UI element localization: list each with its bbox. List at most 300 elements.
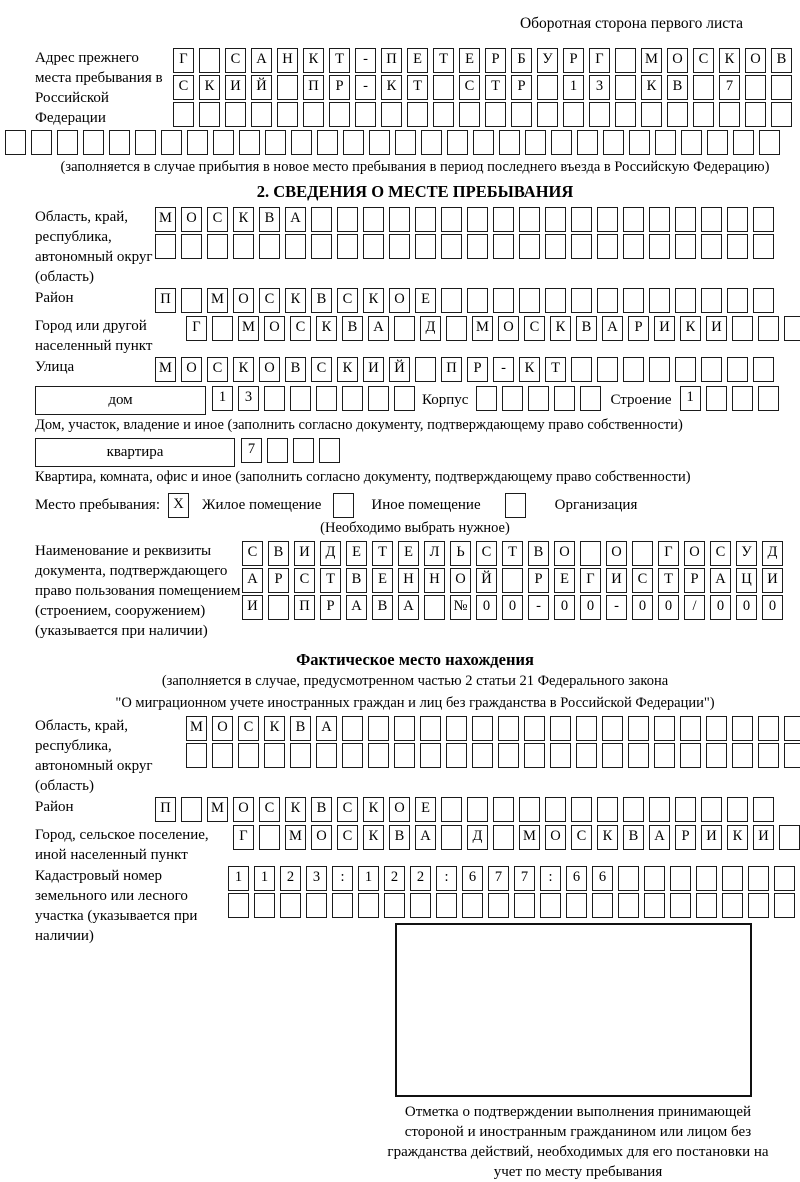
char-cell[interactable] (654, 716, 675, 741)
char-cell[interactable] (706, 716, 727, 741)
char-cell[interactable] (576, 743, 597, 768)
char-cell[interactable]: О (181, 357, 202, 382)
confirmation-mark-box[interactable] (395, 923, 752, 1097)
char-cell[interactable]: Д (467, 825, 488, 850)
char-cell[interactable] (563, 102, 584, 127)
char-cell[interactable]: К (719, 48, 740, 73)
char-cell[interactable]: К (363, 825, 384, 850)
char-cell[interactable] (758, 386, 779, 411)
char-cell[interactable]: Р (628, 316, 649, 341)
char-cell[interactable] (433, 75, 454, 100)
char-cell[interactable] (181, 797, 202, 822)
char-cell[interactable] (424, 595, 445, 620)
char-cell[interactable] (732, 316, 753, 341)
char-cell[interactable] (342, 743, 363, 768)
char-cell[interactable]: - (493, 357, 514, 382)
char-cell[interactable] (779, 825, 800, 850)
char-cell[interactable] (358, 893, 379, 918)
char-cell[interactable] (265, 130, 286, 155)
char-cell[interactable]: 1 (254, 866, 275, 891)
char-cell[interactable]: 7 (514, 866, 535, 891)
char-cell[interactable]: О (181, 207, 202, 232)
char-cell[interactable]: К (199, 75, 220, 100)
char-cell[interactable] (670, 893, 691, 918)
char-cell[interactable]: 1 (212, 386, 233, 411)
char-cell[interactable] (277, 102, 298, 127)
char-cell[interactable] (293, 438, 314, 463)
char-cell[interactable]: Р (675, 825, 696, 850)
char-cell[interactable] (290, 386, 311, 411)
char-cell[interactable]: В (268, 541, 289, 566)
char-cell[interactable] (467, 288, 488, 313)
char-cell[interactable] (394, 743, 415, 768)
char-cell[interactable] (670, 866, 691, 891)
char-cell[interactable] (493, 234, 514, 259)
char-cell[interactable]: А (415, 825, 436, 850)
char-cell[interactable] (420, 716, 441, 741)
char-cell[interactable] (187, 130, 208, 155)
char-cell[interactable] (727, 357, 748, 382)
char-cell[interactable]: К (519, 357, 540, 382)
char-cell[interactable] (316, 386, 337, 411)
char-cell[interactable] (649, 234, 670, 259)
char-cell[interactable] (319, 438, 340, 463)
char-cell[interactable] (472, 743, 493, 768)
char-cell[interactable]: В (346, 568, 367, 593)
char-cell[interactable]: 0 (502, 595, 523, 620)
char-cell[interactable] (748, 866, 769, 891)
char-cell[interactable] (493, 207, 514, 232)
char-cell[interactable] (394, 316, 415, 341)
char-cell[interactable]: Т (658, 568, 679, 593)
char-cell[interactable]: 0 (658, 595, 679, 620)
char-cell[interactable]: Р (268, 568, 289, 593)
char-cell[interactable]: С (259, 797, 280, 822)
char-cell[interactable] (701, 797, 722, 822)
char-cell[interactable]: М (186, 716, 207, 741)
char-cell[interactable] (774, 866, 795, 891)
char-cell[interactable] (719, 102, 740, 127)
char-cell[interactable]: Й (251, 75, 272, 100)
char-cell[interactable] (580, 386, 601, 411)
char-cell[interactable]: В (372, 595, 393, 620)
char-cell[interactable] (623, 288, 644, 313)
char-cell[interactable] (758, 716, 779, 741)
char-cell[interactable]: И (242, 595, 263, 620)
char-cell[interactable]: О (233, 797, 254, 822)
char-cell[interactable] (576, 716, 597, 741)
char-cell[interactable] (623, 797, 644, 822)
char-cell[interactable] (394, 716, 415, 741)
char-cell[interactable]: М (238, 316, 259, 341)
char-cell[interactable] (592, 893, 613, 918)
char-cell[interactable] (415, 357, 436, 382)
char-cell[interactable] (369, 130, 390, 155)
char-cell[interactable]: С (238, 716, 259, 741)
char-cell[interactable] (343, 130, 364, 155)
char-cell[interactable] (502, 386, 523, 411)
char-cell[interactable] (342, 716, 363, 741)
char-cell[interactable]: X (168, 493, 189, 518)
char-cell[interactable] (155, 234, 176, 259)
char-cell[interactable] (311, 234, 332, 259)
char-cell[interactable]: О (264, 316, 285, 341)
char-cell[interactable]: С (337, 288, 358, 313)
char-cell[interactable] (758, 316, 779, 341)
char-cell[interactable]: И (294, 541, 315, 566)
char-cell[interactable]: 7 (719, 75, 740, 100)
char-cell[interactable] (537, 102, 558, 127)
char-cell[interactable]: Е (346, 541, 367, 566)
char-cell[interactable] (421, 130, 442, 155)
char-cell[interactable]: К (641, 75, 662, 100)
char-cell[interactable] (161, 130, 182, 155)
char-cell[interactable]: И (654, 316, 675, 341)
char-cell[interactable] (701, 288, 722, 313)
char-cell[interactable]: И (706, 316, 727, 341)
char-cell[interactable]: : (436, 866, 457, 891)
char-cell[interactable]: У (736, 541, 757, 566)
char-cell[interactable] (441, 207, 462, 232)
char-cell[interactable]: А (602, 316, 623, 341)
char-cell[interactable] (441, 234, 462, 259)
char-cell[interactable]: К (316, 316, 337, 341)
char-cell[interactable] (571, 797, 592, 822)
char-cell[interactable]: В (576, 316, 597, 341)
char-cell[interactable]: О (545, 825, 566, 850)
char-cell[interactable]: 1 (228, 866, 249, 891)
char-cell[interactable]: С (225, 48, 246, 73)
char-cell[interactable]: М (207, 797, 228, 822)
char-cell[interactable] (696, 866, 717, 891)
char-cell[interactable] (290, 743, 311, 768)
char-cell[interactable]: С (693, 48, 714, 73)
char-cell[interactable] (441, 288, 462, 313)
char-cell[interactable]: И (225, 75, 246, 100)
char-cell[interactable] (259, 825, 280, 850)
char-cell[interactable]: Т (320, 568, 341, 593)
char-cell[interactable] (337, 207, 358, 232)
char-cell[interactable]: В (623, 825, 644, 850)
char-cell[interactable] (83, 130, 104, 155)
char-cell[interactable]: С (632, 568, 653, 593)
char-cell[interactable] (493, 797, 514, 822)
char-cell[interactable] (488, 893, 509, 918)
char-cell[interactable] (384, 893, 405, 918)
char-cell[interactable] (410, 893, 431, 918)
char-cell[interactable] (655, 130, 676, 155)
char-cell[interactable]: 6 (592, 866, 613, 891)
char-cell[interactable]: П (155, 288, 176, 313)
char-cell[interactable] (436, 893, 457, 918)
char-cell[interactable] (519, 207, 540, 232)
char-cell[interactable] (722, 893, 743, 918)
char-cell[interactable]: 0 (736, 595, 757, 620)
char-cell[interactable]: Т (372, 541, 393, 566)
char-cell[interactable] (623, 207, 644, 232)
char-cell[interactable] (675, 357, 696, 382)
char-cell[interactable]: Й (389, 357, 410, 382)
char-cell[interactable]: К (363, 797, 384, 822)
char-cell[interactable] (333, 493, 354, 518)
char-cell[interactable] (675, 797, 696, 822)
char-cell[interactable] (441, 797, 462, 822)
char-cell[interactable] (363, 207, 384, 232)
char-cell[interactable]: В (771, 48, 792, 73)
char-cell[interactable]: - (355, 75, 376, 100)
char-cell[interactable] (667, 102, 688, 127)
char-cell[interactable]: 1 (563, 75, 584, 100)
char-cell[interactable] (213, 130, 234, 155)
char-cell[interactable]: С (311, 357, 332, 382)
char-cell[interactable]: В (311, 797, 332, 822)
char-cell[interactable] (727, 797, 748, 822)
char-cell[interactable]: С (476, 541, 497, 566)
char-cell[interactable] (602, 743, 623, 768)
char-cell[interactable] (680, 716, 701, 741)
char-cell[interactable]: Г (233, 825, 254, 850)
char-cell[interactable] (571, 207, 592, 232)
char-cell[interactable] (571, 288, 592, 313)
residential-checkbox[interactable] (168, 493, 194, 518)
char-cell[interactable]: Р (528, 568, 549, 593)
char-cell[interactable] (368, 716, 389, 741)
char-cell[interactable]: - (528, 595, 549, 620)
char-cell[interactable]: Р (467, 357, 488, 382)
char-cell[interactable]: П (381, 48, 402, 73)
char-cell[interactable]: Н (424, 568, 445, 593)
char-cell[interactable]: Р (320, 595, 341, 620)
char-cell[interactable] (545, 207, 566, 232)
char-cell[interactable]: М (207, 288, 228, 313)
char-cell[interactable]: Г (658, 541, 679, 566)
char-cell[interactable] (57, 130, 78, 155)
char-cell[interactable] (771, 75, 792, 100)
char-cell[interactable]: О (684, 541, 705, 566)
char-cell[interactable]: К (680, 316, 701, 341)
char-cell[interactable]: 7 (241, 438, 262, 463)
char-cell[interactable]: 2 (280, 866, 301, 891)
char-cell[interactable] (580, 541, 601, 566)
char-cell[interactable]: 2 (410, 866, 431, 891)
char-cell[interactable]: У (537, 48, 558, 73)
char-cell[interactable] (524, 716, 545, 741)
char-cell[interactable] (389, 207, 410, 232)
char-cell[interactable] (459, 102, 480, 127)
char-cell[interactable] (446, 716, 467, 741)
char-cell[interactable]: К (264, 716, 285, 741)
char-cell[interactable] (784, 716, 800, 741)
char-cell[interactable]: К (285, 797, 306, 822)
char-cell[interactable] (649, 797, 670, 822)
char-cell[interactable] (774, 893, 795, 918)
char-cell[interactable] (681, 130, 702, 155)
char-cell[interactable] (706, 386, 727, 411)
char-cell[interactable] (519, 234, 540, 259)
char-cell[interactable] (332, 893, 353, 918)
char-cell[interactable] (493, 288, 514, 313)
char-cell[interactable] (680, 743, 701, 768)
char-cell[interactable] (701, 357, 722, 382)
char-cell[interactable]: С (294, 568, 315, 593)
char-cell[interactable] (571, 234, 592, 259)
char-cell[interactable] (519, 797, 540, 822)
char-cell[interactable] (727, 234, 748, 259)
char-cell[interactable]: М (472, 316, 493, 341)
char-cell[interactable] (628, 716, 649, 741)
char-cell[interactable] (644, 893, 665, 918)
char-cell[interactable]: Г (173, 48, 194, 73)
char-cell[interactable] (649, 288, 670, 313)
other-premises-checkbox[interactable] (333, 493, 359, 518)
char-cell[interactable]: В (290, 716, 311, 741)
char-cell[interactable] (748, 893, 769, 918)
char-cell[interactable]: О (450, 568, 471, 593)
char-cell[interactable] (285, 234, 306, 259)
char-cell[interactable] (264, 743, 285, 768)
char-cell[interactable] (407, 102, 428, 127)
char-cell[interactable]: И (753, 825, 774, 850)
char-cell[interactable] (528, 386, 549, 411)
char-cell[interactable]: Е (415, 797, 436, 822)
char-cell[interactable]: О (498, 316, 519, 341)
char-cell[interactable]: М (155, 207, 176, 232)
char-cell[interactable]: С (337, 797, 358, 822)
char-cell[interactable]: И (606, 568, 627, 593)
char-cell[interactable] (701, 207, 722, 232)
char-cell[interactable]: В (259, 207, 280, 232)
char-cell[interactable]: К (337, 357, 358, 382)
char-cell[interactable] (722, 866, 743, 891)
char-cell[interactable] (186, 743, 207, 768)
char-cell[interactable]: О (606, 541, 627, 566)
char-cell[interactable] (675, 207, 696, 232)
char-cell[interactable] (135, 130, 156, 155)
char-cell[interactable]: А (316, 716, 337, 741)
char-cell[interactable] (701, 234, 722, 259)
char-cell[interactable]: 0 (632, 595, 653, 620)
char-cell[interactable]: С (524, 316, 545, 341)
char-cell[interactable] (545, 234, 566, 259)
char-cell[interactable] (233, 234, 254, 259)
char-cell[interactable]: Д (420, 316, 441, 341)
char-cell[interactable]: О (259, 357, 280, 382)
char-cell[interactable]: М (641, 48, 662, 73)
char-cell[interactable]: М (519, 825, 540, 850)
char-cell[interactable]: П (441, 357, 462, 382)
char-cell[interactable] (623, 234, 644, 259)
char-cell[interactable] (597, 234, 618, 259)
char-cell[interactable]: 0 (554, 595, 575, 620)
char-cell[interactable]: 0 (476, 595, 497, 620)
char-cell[interactable]: 3 (589, 75, 610, 100)
char-cell[interactable] (597, 207, 618, 232)
char-cell[interactable]: К (597, 825, 618, 850)
char-cell[interactable]: В (285, 357, 306, 382)
char-cell[interactable] (649, 357, 670, 382)
char-cell[interactable] (644, 866, 665, 891)
char-cell[interactable] (618, 893, 639, 918)
char-cell[interactable]: 6 (566, 866, 587, 891)
char-cell[interactable] (389, 234, 410, 259)
char-cell[interactable] (745, 75, 766, 100)
char-cell[interactable] (525, 130, 546, 155)
char-cell[interactable] (784, 316, 800, 341)
char-cell[interactable]: Г (186, 316, 207, 341)
char-cell[interactable]: Г (589, 48, 610, 73)
char-cell[interactable]: Р (563, 48, 584, 73)
char-cell[interactable] (597, 357, 618, 382)
char-cell[interactable] (239, 130, 260, 155)
char-cell[interactable]: А (346, 595, 367, 620)
char-cell[interactable] (447, 130, 468, 155)
char-cell[interactable] (514, 893, 535, 918)
char-cell[interactable]: 3 (238, 386, 259, 411)
char-cell[interactable]: О (389, 797, 410, 822)
char-cell[interactable] (363, 234, 384, 259)
char-cell[interactable]: Р (684, 568, 705, 593)
char-cell[interactable] (268, 595, 289, 620)
char-cell[interactable]: В (342, 316, 363, 341)
char-cell[interactable] (758, 743, 779, 768)
char-cell[interactable] (693, 102, 714, 127)
char-cell[interactable] (467, 207, 488, 232)
char-cell[interactable] (485, 102, 506, 127)
char-cell[interactable] (472, 716, 493, 741)
char-cell[interactable] (499, 130, 520, 155)
char-cell[interactable] (550, 716, 571, 741)
char-cell[interactable] (566, 893, 587, 918)
char-cell[interactable]: И (701, 825, 722, 850)
char-cell[interactable]: 0 (580, 595, 601, 620)
char-cell[interactable]: Р (329, 75, 350, 100)
char-cell[interactable] (368, 386, 389, 411)
char-cell[interactable] (727, 207, 748, 232)
char-cell[interactable]: Т (545, 357, 566, 382)
char-cell[interactable]: А (368, 316, 389, 341)
char-cell[interactable] (342, 386, 363, 411)
char-cell[interactable]: М (285, 825, 306, 850)
char-cell[interactable]: П (155, 797, 176, 822)
char-cell[interactable]: 0 (762, 595, 783, 620)
char-cell[interactable] (618, 866, 639, 891)
char-cell[interactable] (753, 234, 774, 259)
char-cell[interactable]: Е (372, 568, 393, 593)
char-cell[interactable]: В (667, 75, 688, 100)
char-cell[interactable] (589, 102, 610, 127)
char-cell[interactable]: Е (459, 48, 480, 73)
char-cell[interactable] (727, 288, 748, 313)
char-cell[interactable] (291, 130, 312, 155)
char-cell[interactable] (675, 288, 696, 313)
char-cell[interactable]: 1 (680, 386, 701, 411)
char-cell[interactable]: О (667, 48, 688, 73)
char-cell[interactable]: 6 (462, 866, 483, 891)
char-cell[interactable]: Г (580, 568, 601, 593)
organization-checkbox[interactable] (505, 493, 531, 518)
char-cell[interactable]: - (606, 595, 627, 620)
char-cell[interactable]: А (710, 568, 731, 593)
char-cell[interactable]: П (294, 595, 315, 620)
char-cell[interactable] (476, 386, 497, 411)
char-cell[interactable]: 3 (306, 866, 327, 891)
char-cell[interactable]: К (233, 357, 254, 382)
char-cell[interactable] (597, 797, 618, 822)
char-cell[interactable] (632, 541, 653, 566)
char-cell[interactable]: И (363, 357, 384, 382)
char-cell[interactable] (493, 825, 514, 850)
char-cell[interactable] (502, 568, 523, 593)
